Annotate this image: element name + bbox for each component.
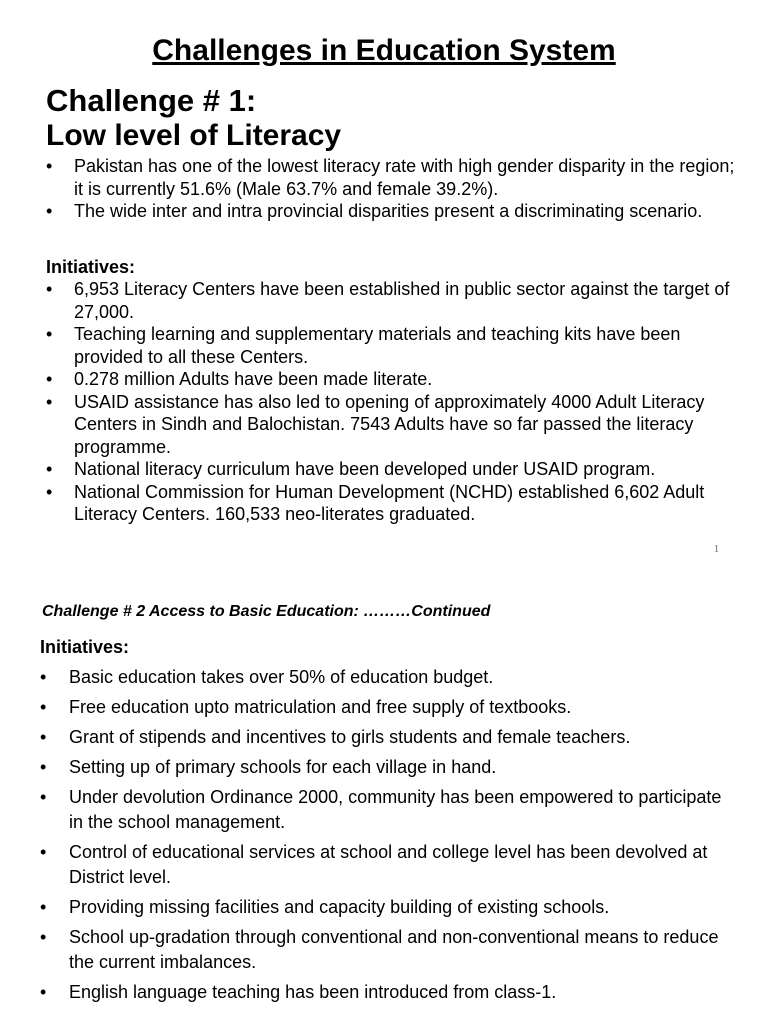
challenge-1-subheading: Low level of Literacy — [46, 119, 342, 152]
list-item — [40, 695, 740, 720]
list-item — [40, 665, 740, 690]
bullet-icon: • — [40, 897, 47, 917]
bullet-icon: • — [46, 324, 53, 344]
page-number: 1 — [714, 544, 719, 555]
initiatives-list — [46, 278, 736, 526]
list-item — [46, 278, 736, 323]
list-item-text: The wide inter and intra provincial disparities present a discriminating scenario. — [74, 201, 703, 221]
list-item-text: Pakistan has one of the lowest literacy rate with high gender disparity in the region; it is currently 51.6% (Male 63.7% and female 39.2%). — [74, 156, 735, 199]
page-title: Challenges in Education System — [152, 34, 616, 67]
initiatives-list — [40, 665, 740, 1005]
list-item-text: 6,953 Literacy Centers have been established in public sector against the target of 27,000. — [74, 279, 730, 322]
list-item-text: 0.278 million Adults have been made literate. — [74, 369, 433, 389]
list-item — [40, 980, 740, 1005]
list-item — [46, 155, 736, 200]
list-item-text: USAID assistance has also led to opening of approximately 4000 Adult Literacy Centers in Sindh and Balochistan. 7543 Adults have so far passed the literacy programme. — [74, 391, 705, 457]
list-item-text: Basic education takes over 50% of education budget. — [69, 667, 494, 687]
list-item — [46, 323, 736, 368]
bullet-icon: • — [40, 842, 47, 862]
bullet-icon: • — [40, 727, 47, 747]
list-item — [40, 785, 740, 835]
bullet-icon: • — [40, 982, 47, 1002]
bullet-icon: • — [46, 369, 53, 389]
list-item — [46, 458, 736, 481]
list-item — [40, 840, 740, 890]
list-item — [46, 368, 736, 391]
list-item — [46, 200, 736, 223]
list-item-text: Providing missing facilities and capacity building of existing schools. — [69, 897, 610, 917]
list-item-text: National Commission for Human Development (NCHD) established 6,602 Adult Literacy Centers. 160,533 neo-literates graduated. — [74, 481, 705, 524]
challenge-1-points — [46, 155, 736, 223]
bullet-icon: • — [46, 201, 53, 221]
initiatives-label: Initiatives: — [40, 637, 130, 657]
list-item-text: Control of educational services at school and college level has been devolved at District level. — [69, 842, 708, 887]
list-item-text: National literacy curriculum have been developed under USAID program. — [74, 459, 656, 479]
list-item-text: Grant of stipends and incentives to girls students and female teachers. — [69, 727, 631, 747]
bullet-icon: • — [46, 391, 53, 412]
bullet-icon: • — [40, 697, 47, 717]
list-item — [46, 481, 736, 526]
list-item-text: School up-gradation through conventional and non-conventional means to reduce the current imbalances. — [69, 927, 719, 972]
challenge-2-heading: Challenge # 2 Access to Basic Education: ………Continued — [42, 603, 491, 620]
list-item — [40, 895, 740, 920]
list-item — [46, 391, 736, 459]
bullet-icon: • — [46, 481, 53, 502]
bullet-icon: • — [46, 156, 53, 176]
list-item-text: Free education upto matriculation and free supply of textbooks. — [69, 697, 572, 717]
bullet-icon: • — [40, 787, 47, 807]
list-item-text: Teaching learning and supplementary materials and teaching kits have been provided to all these Centers. — [74, 324, 681, 367]
list-item-text: Under devolution Ordinance 2000, community has been empowered to participate in the school management. — [69, 787, 722, 832]
slide-2 — [0, 580, 768, 1024]
list-item — [40, 725, 740, 750]
bullet-icon: • — [46, 459, 53, 479]
initiatives-label: Initiatives: — [46, 257, 136, 277]
list-item-text: English language teaching has been introduced from class-1. — [69, 982, 557, 1002]
challenge-points-list — [46, 155, 736, 223]
bullet-icon: • — [40, 927, 47, 947]
bullet-icon: • — [40, 757, 47, 777]
challenge-2-initiatives — [40, 665, 740, 1010]
bullet-icon: • — [46, 279, 53, 299]
list-item-text: Setting up of primary schools for each village in hand. — [69, 757, 497, 777]
challenge-1-initiatives — [46, 256, 736, 526]
challenge-1-heading: Challenge # 1: — [46, 83, 257, 118]
list-item — [40, 755, 740, 780]
bullet-icon: • — [40, 667, 47, 687]
list-item — [40, 925, 740, 975]
